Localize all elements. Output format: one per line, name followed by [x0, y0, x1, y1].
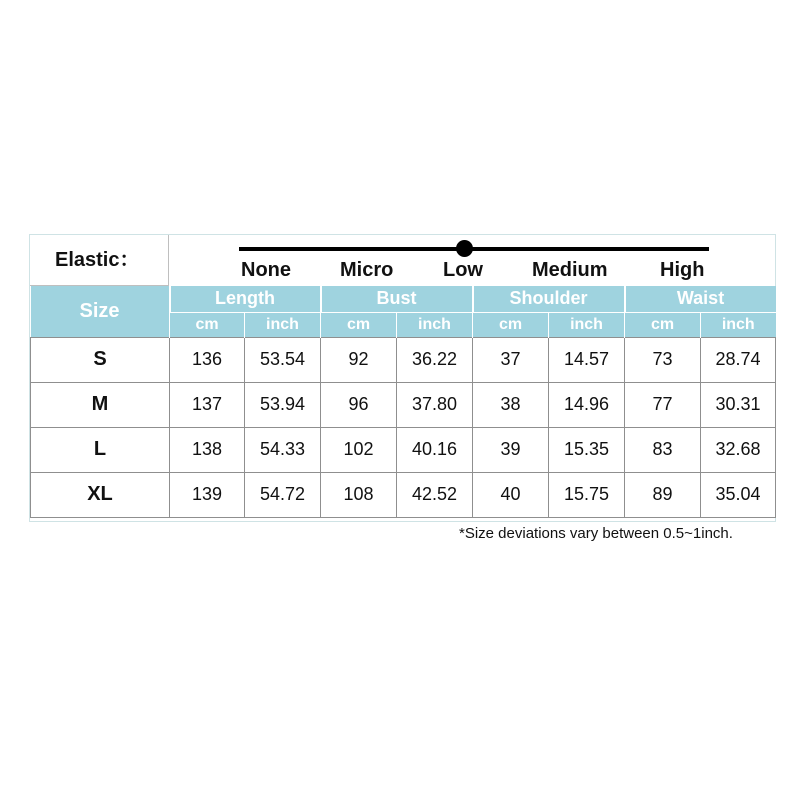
- size-cell: L: [31, 427, 170, 472]
- table-cell: 136: [170, 337, 245, 382]
- unit-header: cm: [473, 312, 549, 337]
- unit-header: cm: [321, 312, 397, 337]
- table-cell: 14.96: [549, 382, 625, 427]
- table-row: [31, 337, 776, 382]
- table-cell: 108: [321, 472, 397, 517]
- elastic-scale-line: [239, 247, 709, 251]
- table-cell: 54.72: [245, 472, 321, 517]
- elastic-level-low: Low: [443, 259, 483, 281]
- table-row: [31, 472, 776, 517]
- table-cell: 92: [321, 337, 397, 382]
- unit-header: inch: [549, 312, 625, 337]
- table-cell: 14.57: [549, 337, 625, 382]
- size-table: [30, 286, 776, 518]
- group-header-waist: Waist: [625, 286, 776, 312]
- unit-header: inch: [701, 312, 776, 337]
- table-row: [31, 427, 776, 472]
- table-cell: 37: [473, 337, 549, 382]
- table-cell: 53.54: [245, 337, 321, 382]
- table-cell: 96: [321, 382, 397, 427]
- table-cell: 40: [473, 472, 549, 517]
- table-cell: 89: [625, 472, 701, 517]
- unit-header: cm: [170, 312, 245, 337]
- elastic-label: Elastic：: [30, 235, 169, 286]
- group-header-shoulder: Shoulder: [473, 286, 625, 312]
- table-cell: 38: [473, 382, 549, 427]
- table-cell: 53.94: [245, 382, 321, 427]
- table-cell: 77: [625, 382, 701, 427]
- table-cell: 36.22: [397, 337, 473, 382]
- table-cell: 139: [170, 472, 245, 517]
- size-chart: [29, 234, 776, 522]
- table-cell: 15.35: [549, 427, 625, 472]
- elastic-selected-marker: [456, 240, 473, 257]
- unit-header: cm: [625, 312, 701, 337]
- table-cell: 35.04: [701, 472, 776, 517]
- elastic-level-medium: Medium: [532, 259, 608, 281]
- elastic-row: [30, 235, 775, 286]
- elastic-level-micro: Micro: [340, 259, 394, 281]
- table-cell: 40.16: [397, 427, 473, 472]
- table-cell: 54.33: [245, 427, 321, 472]
- group-header-bust: Bust: [321, 286, 473, 312]
- size-deviation-note: *Size deviations vary between 0.5~1inch.: [459, 525, 733, 542]
- table-cell: 37.80: [397, 382, 473, 427]
- size-header: Size: [31, 286, 170, 337]
- group-header-length: Length: [170, 286, 321, 312]
- unit-header: inch: [397, 312, 473, 337]
- table-cell: 39: [473, 427, 549, 472]
- table-cell: 137: [170, 382, 245, 427]
- elastic-level-high: High: [660, 259, 705, 281]
- table-cell: 83: [625, 427, 701, 472]
- elastic-level-none: None: [241, 259, 291, 281]
- table-cell: 30.31: [701, 382, 776, 427]
- table-row: [31, 382, 776, 427]
- elastic-scale: [170, 235, 775, 286]
- table-cell: 73: [625, 337, 701, 382]
- table-cell: 102: [321, 427, 397, 472]
- unit-header: inch: [245, 312, 321, 337]
- table-cell: 28.74: [701, 337, 776, 382]
- size-cell: M: [31, 382, 170, 427]
- size-cell: S: [31, 337, 170, 382]
- table-cell: 32.68: [701, 427, 776, 472]
- table-cell: 138: [170, 427, 245, 472]
- size-cell: XL: [31, 472, 170, 517]
- table-cell: 15.75: [549, 472, 625, 517]
- table-cell: 42.52: [397, 472, 473, 517]
